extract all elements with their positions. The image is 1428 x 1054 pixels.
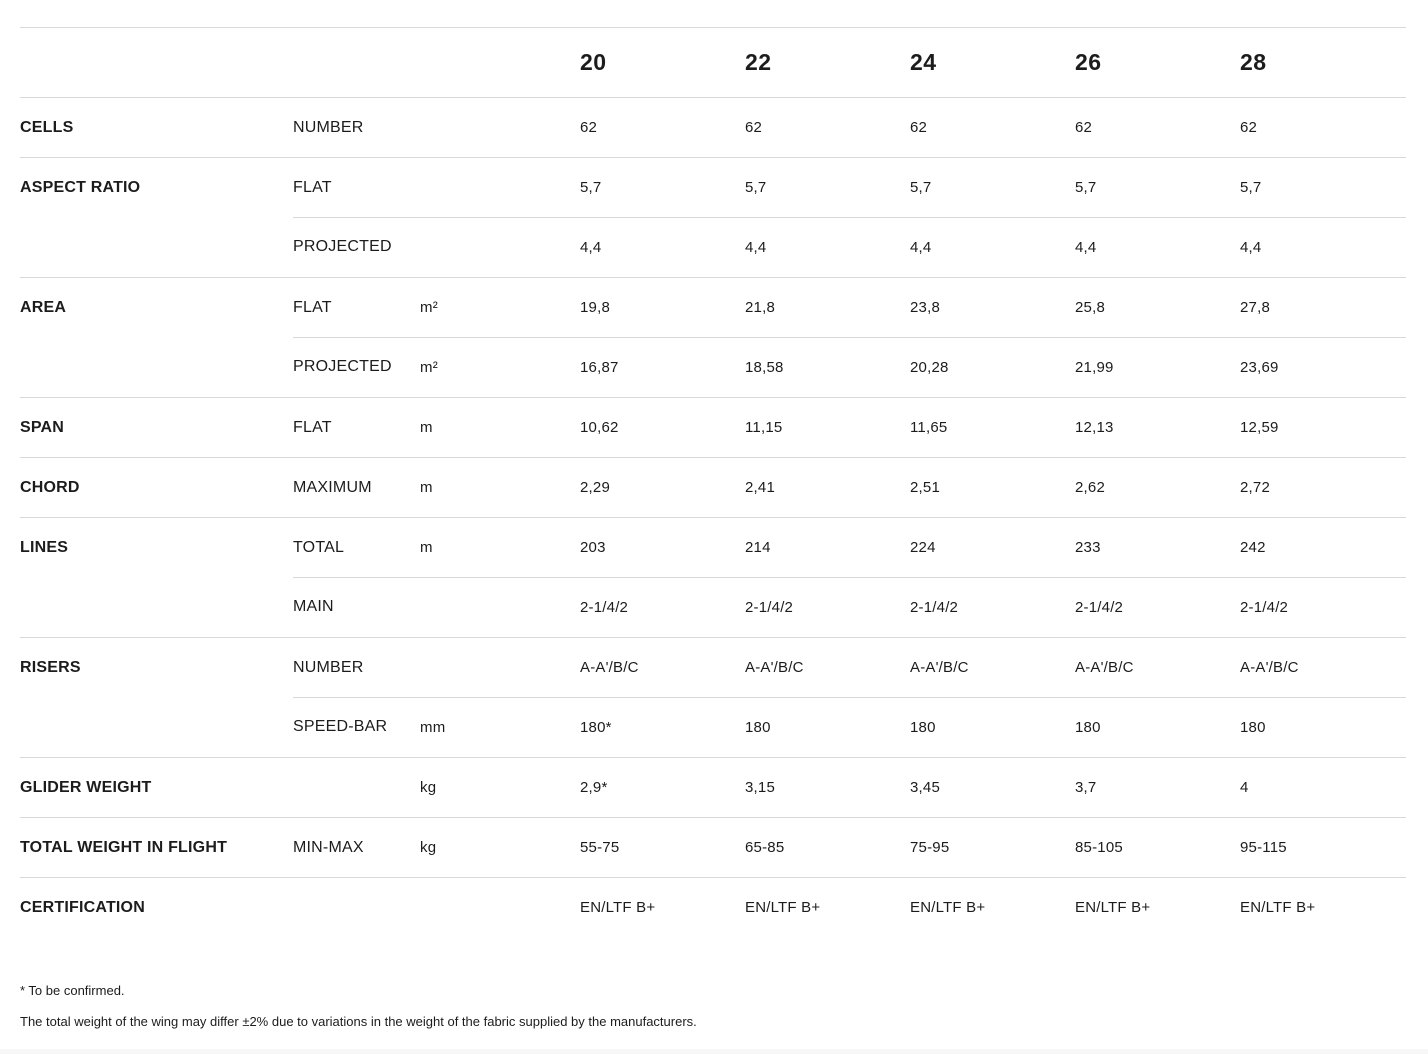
row-group-label: SPAN (20, 418, 65, 436)
table-cell: 4,4 (580, 238, 602, 256)
table-cell: 75-95 (910, 839, 950, 856)
table-row (20, 457, 1406, 517)
table-cell: 2,62 (1075, 479, 1105, 496)
table-cell: 180 (745, 718, 771, 736)
size-header: 22 (745, 49, 772, 75)
table-cell: 16,87 (580, 358, 619, 376)
table-cell: 242 (1240, 539, 1266, 556)
row-unit: kg (420, 779, 437, 796)
table-cell: 214 (745, 539, 771, 556)
table-cell: 4,4 (1075, 238, 1097, 256)
table-row (20, 397, 1406, 457)
table-row (20, 877, 1406, 937)
row-label: MAXIMUM (293, 478, 372, 496)
size-header: 24 (910, 49, 937, 75)
row-group-label: AREA (20, 298, 67, 316)
row-group-label: LINES (20, 538, 69, 556)
table-row (20, 757, 1406, 817)
table-cell: EN/LTF B+ (910, 899, 986, 916)
specifications-table (20, 27, 1406, 937)
table-cell: 10,62 (580, 419, 619, 436)
table-cell: 55-75 (580, 839, 620, 856)
row-group-label: GLIDER WEIGHT (20, 778, 152, 796)
table-cell: 5,7 (580, 179, 602, 196)
table-cell: A-A'/B/C (580, 659, 639, 676)
table-cell: 12,13 (1075, 419, 1114, 436)
table-cell: 2,29 (580, 479, 610, 496)
table-cell: 2-1/4/2 (580, 598, 629, 616)
row-label: SPEED-BAR (293, 718, 388, 735)
table-cell: 2-1/4/2 (1240, 598, 1289, 616)
table-cell: 25,8 (1075, 299, 1105, 316)
page-bottom-edge (0, 1049, 1428, 1054)
table-cell: 95-115 (1240, 839, 1287, 856)
row-label: FLAT (293, 178, 332, 196)
size-header: 28 (1240, 49, 1267, 75)
table-row (20, 277, 1406, 337)
table-cell: 11,15 (745, 419, 783, 436)
row-unit: m² (420, 299, 438, 316)
table-cell: 180 (1240, 718, 1266, 736)
table-cell: 5,7 (745, 179, 767, 196)
table-cell: 233 (1075, 539, 1101, 556)
table-cell: A-A'/B/C (1240, 659, 1299, 676)
table-cell: 11,65 (910, 419, 948, 436)
table-cell: 21,8 (745, 299, 775, 316)
row-label: FLAT (293, 418, 332, 436)
table-cell: 4,4 (745, 238, 767, 256)
table-cell: 3,45 (910, 779, 940, 796)
table-cell: 2,9* (580, 779, 608, 796)
table-row (20, 817, 1406, 877)
table-cell: 180* (580, 718, 612, 736)
table-cell: 180 (910, 718, 936, 736)
row-group-label: CHORD (20, 478, 80, 496)
row-unit: mm (420, 718, 446, 736)
table-cell: 62 (1240, 119, 1258, 136)
table-cell: 27,8 (1240, 299, 1270, 316)
table-cell: 5,7 (1240, 179, 1262, 196)
table-cell: 3,15 (745, 779, 775, 796)
table-row (20, 217, 1406, 277)
table-cell: 2-1/4/2 (745, 598, 794, 616)
row-unit: m² (420, 358, 438, 376)
table-cell: A-A'/B/C (910, 659, 969, 676)
table-cell: 62 (745, 119, 763, 136)
row-label: PROJECTED (293, 238, 392, 255)
table-cell: A-A'/B/C (1075, 659, 1134, 676)
row-label: PROJECTED (293, 358, 392, 375)
size-header: 26 (1075, 49, 1102, 75)
table-cell: 5,7 (910, 179, 932, 196)
table-cell: 2,51 (910, 479, 940, 496)
table-cell: 20,28 (910, 358, 949, 376)
row-group-label: CELLS (20, 118, 74, 136)
table-cell: 2-1/4/2 (1075, 598, 1124, 616)
row-group-label: TOTAL WEIGHT IN FLIGHT (20, 838, 228, 856)
table-cell: 62 (580, 119, 598, 136)
table-row (20, 337, 1406, 397)
table-cell: 3,7 (1075, 779, 1097, 796)
row-label: NUMBER (293, 658, 364, 676)
row-label: MIN-MAX (293, 838, 364, 856)
table-cell: 23,69 (1240, 358, 1279, 376)
row-group-label: CERTIFICATION (20, 898, 145, 916)
row-unit: m (420, 419, 433, 436)
table-cell: 4,4 (1240, 238, 1262, 256)
table-row (20, 517, 1406, 577)
table-cell: 2-1/4/2 (910, 598, 959, 616)
table-row (20, 637, 1406, 697)
footnote-weight-variation: The total weight of the wing may differ ±2% due to variations in the weight of the fabric supplied by the manufacturers. (20, 1014, 697, 1029)
table-cell: EN/LTF B+ (580, 899, 656, 916)
table-row (20, 577, 1406, 637)
table-cell: EN/LTF B+ (745, 899, 821, 916)
table-cell: 5,7 (1075, 179, 1097, 196)
table-cell: 65-85 (745, 839, 785, 856)
row-label: NUMBER (293, 118, 364, 136)
row-unit: m (420, 539, 433, 556)
table-cell: 85-105 (1075, 839, 1123, 856)
row-label: TOTAL (293, 538, 345, 556)
size-header: 20 (580, 49, 607, 75)
row-group-label: RISERS (20, 658, 81, 676)
row-unit: kg (420, 839, 437, 856)
table-cell: 23,8 (910, 299, 940, 316)
table-cell: 203 (580, 539, 606, 556)
table-cell: 62 (910, 119, 928, 136)
table-cell: 4 (1240, 779, 1249, 796)
table-cell: 2,41 (745, 479, 775, 496)
table-cell: 12,59 (1240, 419, 1279, 436)
table-row (20, 157, 1406, 217)
footnotes (20, 982, 1406, 1031)
table-cell: 21,99 (1075, 358, 1114, 376)
table-row (20, 697, 1406, 757)
row-label: FLAT (293, 298, 332, 316)
footnote-to-be-confirmed: * To be confirmed. (20, 983, 125, 998)
table-cell: 224 (910, 539, 936, 556)
table-cell: 2,72 (1240, 479, 1270, 496)
table-row (20, 97, 1406, 157)
table-cell: 180 (1075, 718, 1101, 736)
table-cell: 4,4 (910, 238, 932, 256)
table-cell: EN/LTF B+ (1075, 899, 1151, 916)
row-group-label: ASPECT RATIO (20, 178, 141, 196)
table-header-row (20, 27, 1406, 97)
table-cell: 62 (1075, 119, 1093, 136)
table-cell: A-A'/B/C (745, 659, 804, 676)
row-label: MAIN (293, 598, 334, 615)
table-cell: 19,8 (580, 299, 610, 316)
row-unit: m (420, 479, 433, 496)
table-cell: 18,58 (745, 358, 784, 376)
table-cell: EN/LTF B+ (1240, 899, 1316, 916)
